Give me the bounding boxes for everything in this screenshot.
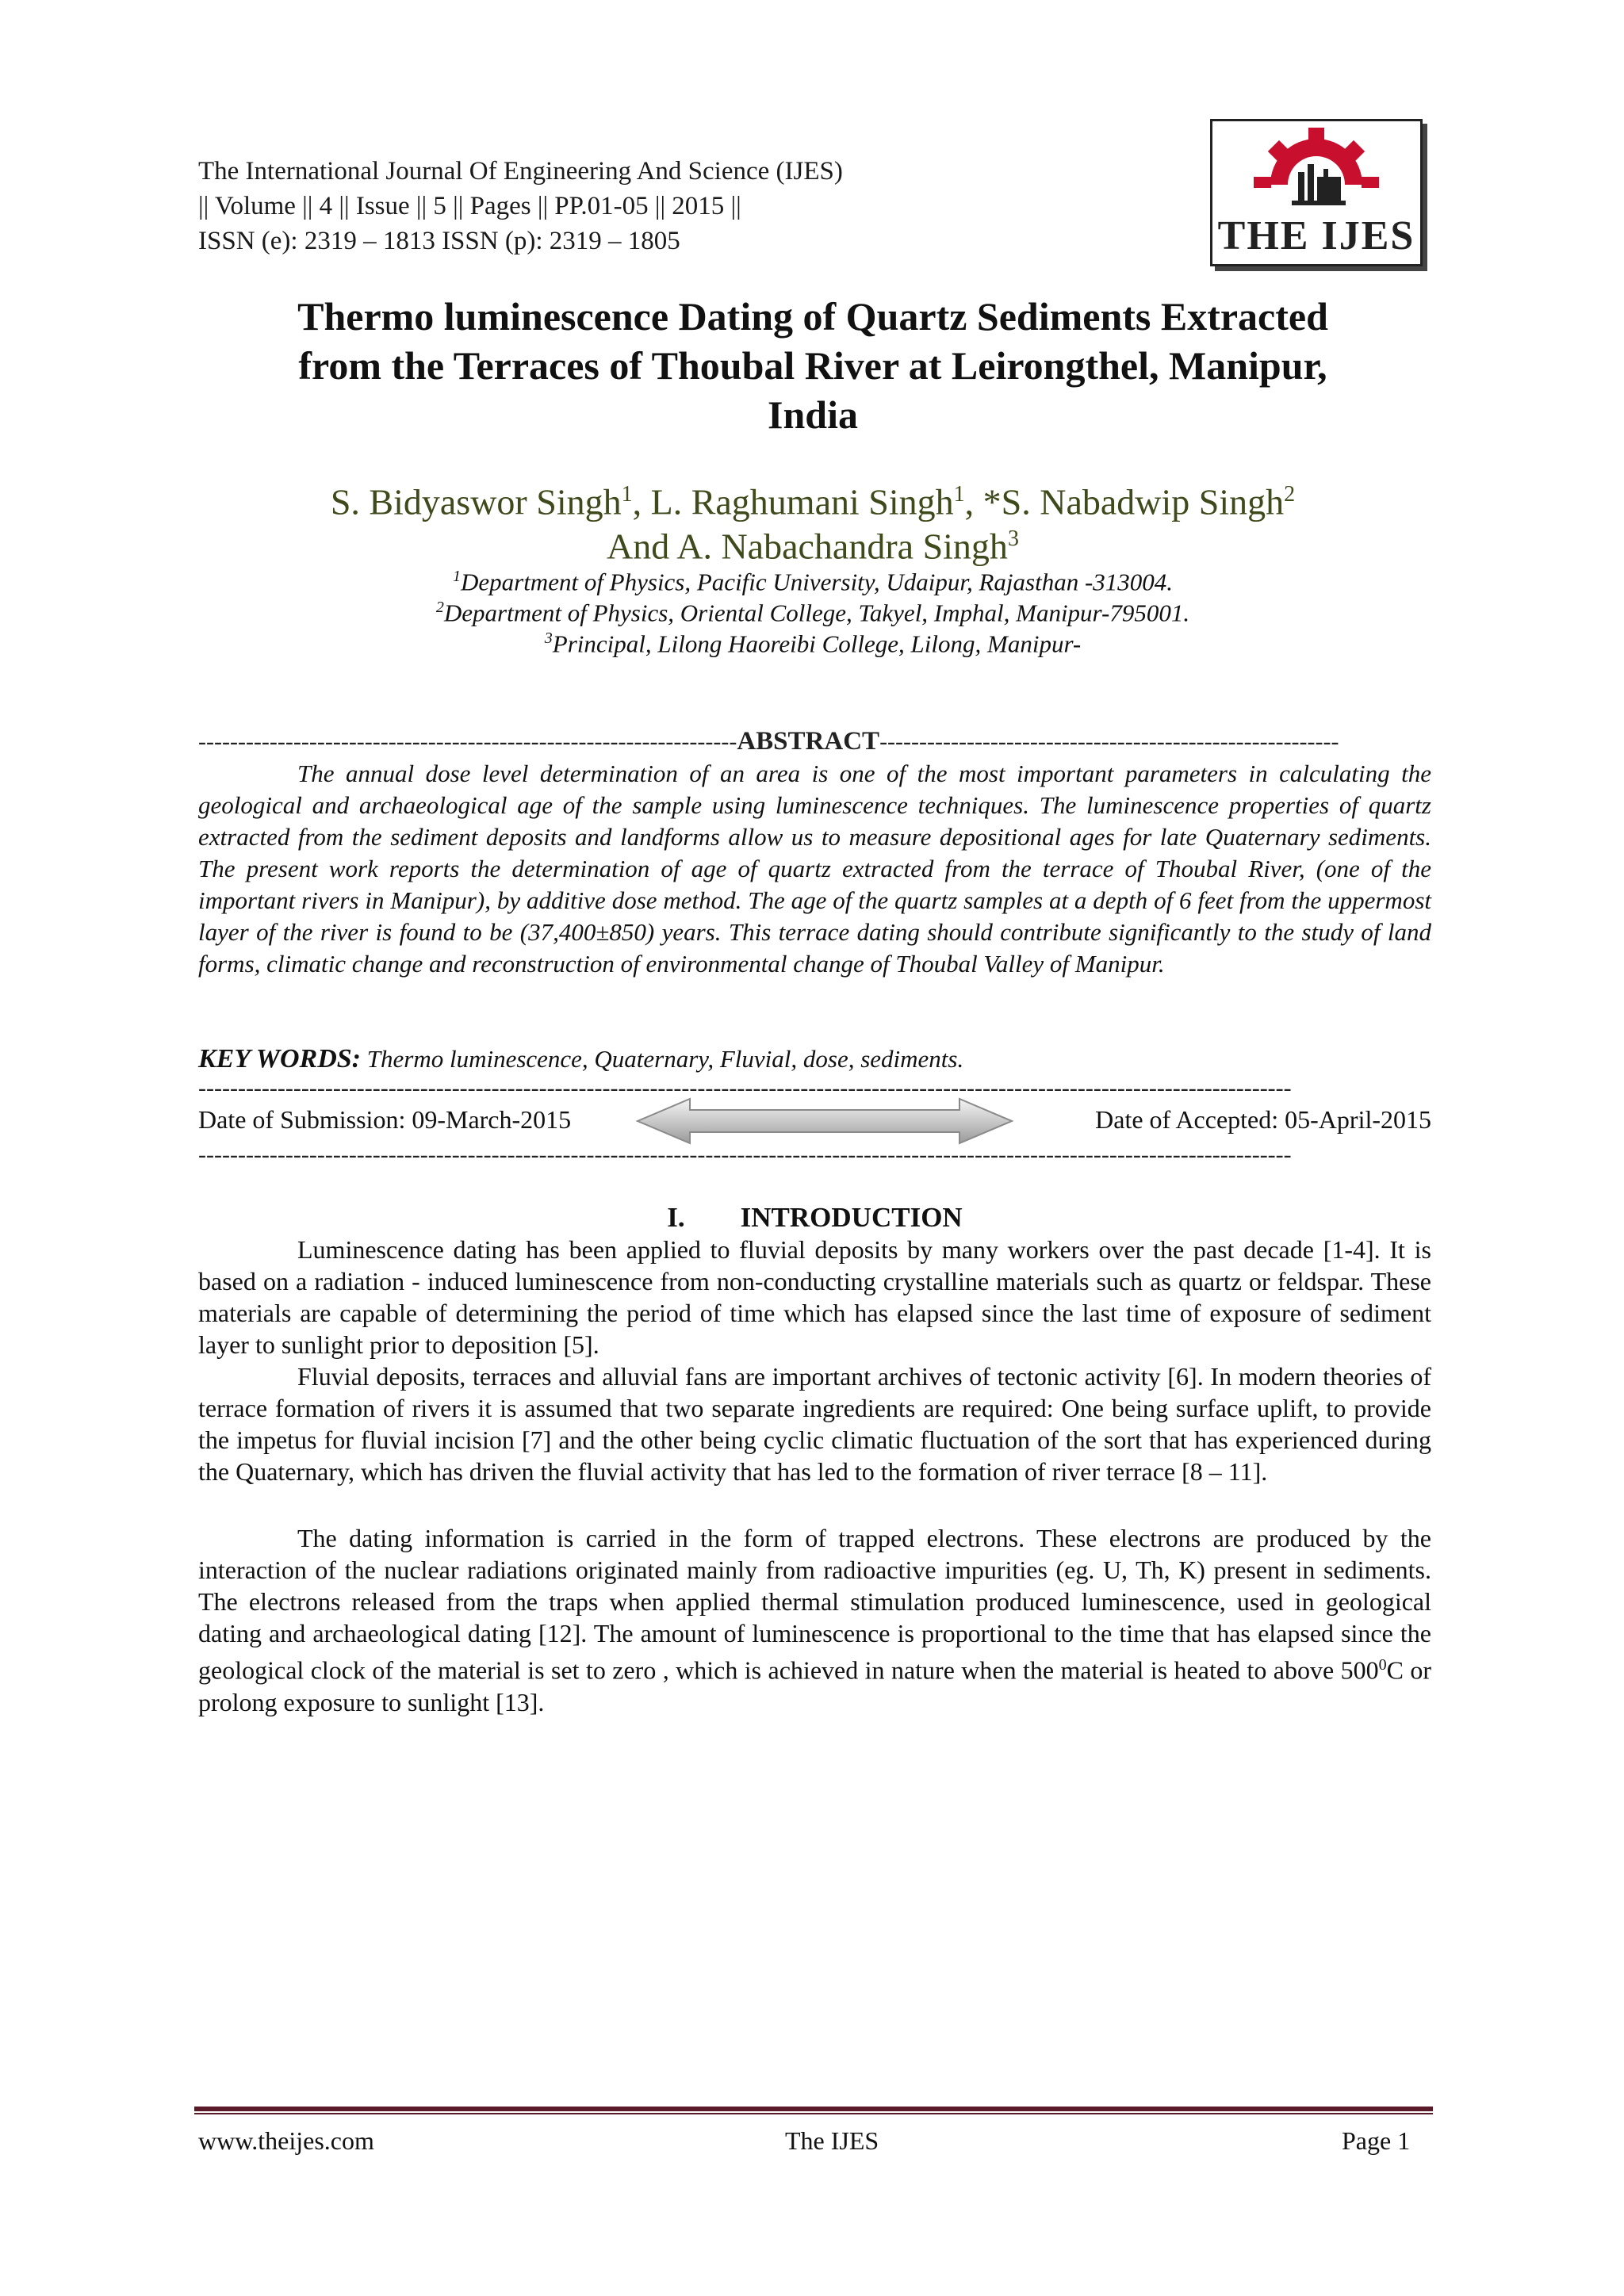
submission-date: Date of Submission: 09-March-2015 bbox=[198, 1105, 572, 1134]
footer-website[interactable]: www.theijes.com bbox=[198, 2126, 374, 2155]
intro-p1-text: Luminescence dating has been applied to fluvial deposits by many workers over the past decade [1-4]. It is based on a radiation - induced luminescence from non-conducting crystalline materials such as quartz or feldspar. These materials are capable of determining the period of time which has elapsed since the last time of exposure of sediment layer to sunlight prior to deposition [5]. bbox=[198, 1235, 1431, 1359]
date-divider-bottom: ------------------------------------------------------------------------------------------------------------------------------------------ bbox=[198, 1142, 1292, 1168]
author-2: , L. Raghumani Singh bbox=[632, 481, 954, 522]
paper-title bbox=[198, 292, 1427, 439]
title-line-1: Thermo luminescence Dating of Quartz Sediments Extracted bbox=[297, 294, 1328, 339]
journal-volume: || Volume || 4 || Issue || 5 || Pages || PP.01-05 || 2015 || bbox=[198, 192, 741, 220]
journal-name: The International Journal Of Engineering And Science (IJES) bbox=[198, 157, 843, 186]
affiliation-3 bbox=[198, 623, 1427, 659]
abstract-paragraph: The annual dose level determination of an area is one of the most important parameters in calculating the geological and archaeological age of the sample using luminescence techniques. The luminescence properties of quartz extracted from the sediment deposits and landforms allow us to measure depositional ages for late Quaternary sediments. The present work reports the determination of age of quartz extracted from the terrace of Thoubal River, (one of the important rivers in Manipur), by additive dose method. The age of the quartz samples at a depth of 6 feet from the uppermost layer of the river is found to be (37,400±850) years. This terrace dating should contribute significantly to the study of land forms, climatic change and reconstruction of environmental change of Thoubal Valley of Manipur. bbox=[198, 760, 1431, 978]
keywords-label: KEY WORDS: bbox=[198, 1044, 361, 1073]
intro-p3-part-a: The dating information is carried in the form of trapped electrons. These electrons are produced by the interaction of the nuclear radiations originated mainly from radioactive impurities (eg. U, Th, K) present in sediments. The electrons released from the traps when applied thermal stimulation produced luminescence, used in geological dating and archaeological dating [12]. The amount of luminescence is proportional to the time that has elapsed since the geological clock of the material is set to zero , which is achieved in nature when the material is heated to above 500 bbox=[198, 1524, 1431, 1685]
affiliation-1-text: Department of Physics, Pacific University, Udaipur, Rajasthan -313004. bbox=[460, 568, 1174, 596]
affiliation-2-text: Department of Physics, Oriental College, Takyel, Imphal, Manipur-795001. bbox=[443, 599, 1190, 627]
author-4-sup: 3 bbox=[1007, 526, 1019, 551]
intro-p3-part-b: C or prolong exposure to sunlight [13]. bbox=[198, 1655, 1432, 1716]
divider-dashes-right: ---------------------------------------------------------- bbox=[879, 729, 1339, 755]
accepted-date: Date of Accepted: 05-April-2015 bbox=[1095, 1105, 1431, 1134]
title-line-3: India bbox=[768, 392, 858, 437]
author-3: , *S. Nabadwip Singh bbox=[964, 481, 1285, 522]
author-1-sup: 1 bbox=[621, 482, 633, 507]
intro-p3-text bbox=[198, 1522, 1431, 1718]
title-line-2: from the Terraces of Thoubal River at Leirongthel, Manipur, bbox=[298, 343, 1327, 388]
section-heading-introduction bbox=[198, 1202, 1431, 1234]
divider-dashes-left: -------------------------------------------------------------------- bbox=[198, 729, 737, 755]
ijes-logo bbox=[1210, 119, 1423, 266]
intro-paragraph-3 bbox=[198, 1522, 1431, 1718]
double-arrow-icon bbox=[634, 1096, 1015, 1146]
footer-rule bbox=[194, 2107, 1433, 2111]
journal-issn: ISSN (e): 2319 – 1813 ISSN (p): 2319 – 1805 bbox=[198, 227, 680, 255]
date-divider-top: ------------------------------------------------------------------------------------------------------------------------------------------ bbox=[198, 1075, 1292, 1101]
logo-text: THE IJES bbox=[1217, 213, 1415, 258]
affiliation-1-sup: 1 bbox=[452, 568, 461, 585]
intro-p3-sup: 0 bbox=[1378, 1656, 1387, 1674]
keywords bbox=[198, 1043, 1431, 1075]
intro-p2-text: Fluvial deposits, terraces and alluvial fans are important archives of tectonic activity [6]. In modern theories of terrace formation of rivers it is assumed that two separate ingredients are required: One being surface uplift, to provide the impetus for fluvial incision [7] and the other being cyclic climatic fluctuation of the sort that has experienced during the Quaternary, which has driven the fluvial activity that has led to the formation of river terrace [8 – 11]. bbox=[198, 1362, 1431, 1486]
abstract-heading: ABSTRACT bbox=[737, 728, 880, 756]
section-title: INTRODUCTION bbox=[740, 1202, 963, 1233]
footer-page-number: Page 1 bbox=[1342, 2126, 1411, 2155]
abstract-divider bbox=[198, 728, 1431, 756]
affiliation-3-text: Principal, Lilong Haoreibi College, Lilong, Manipur- bbox=[552, 629, 1082, 658]
author-1: S. Bidyaswor Singh bbox=[330, 481, 622, 522]
footer-journal: The IJES bbox=[785, 2126, 879, 2155]
abstract-text bbox=[198, 758, 1431, 980]
intro-paragraph-1 bbox=[198, 1234, 1431, 1360]
section-number: I. bbox=[667, 1202, 685, 1233]
affiliation-3-sup: 3 bbox=[544, 629, 553, 647]
keywords-text: Thermo luminescence, Quaternary, Fluvial, dose, sediments. bbox=[361, 1045, 964, 1073]
author-3-sup: 2 bbox=[1284, 482, 1296, 507]
intro-paragraph-2 bbox=[198, 1360, 1431, 1487]
author-4: And A. Nabachandra Singh bbox=[607, 526, 1008, 567]
author-2-sup: 1 bbox=[953, 482, 965, 507]
footer-rule-thin bbox=[194, 2113, 1433, 2114]
affiliation-2-sup: 2 bbox=[435, 599, 444, 616]
